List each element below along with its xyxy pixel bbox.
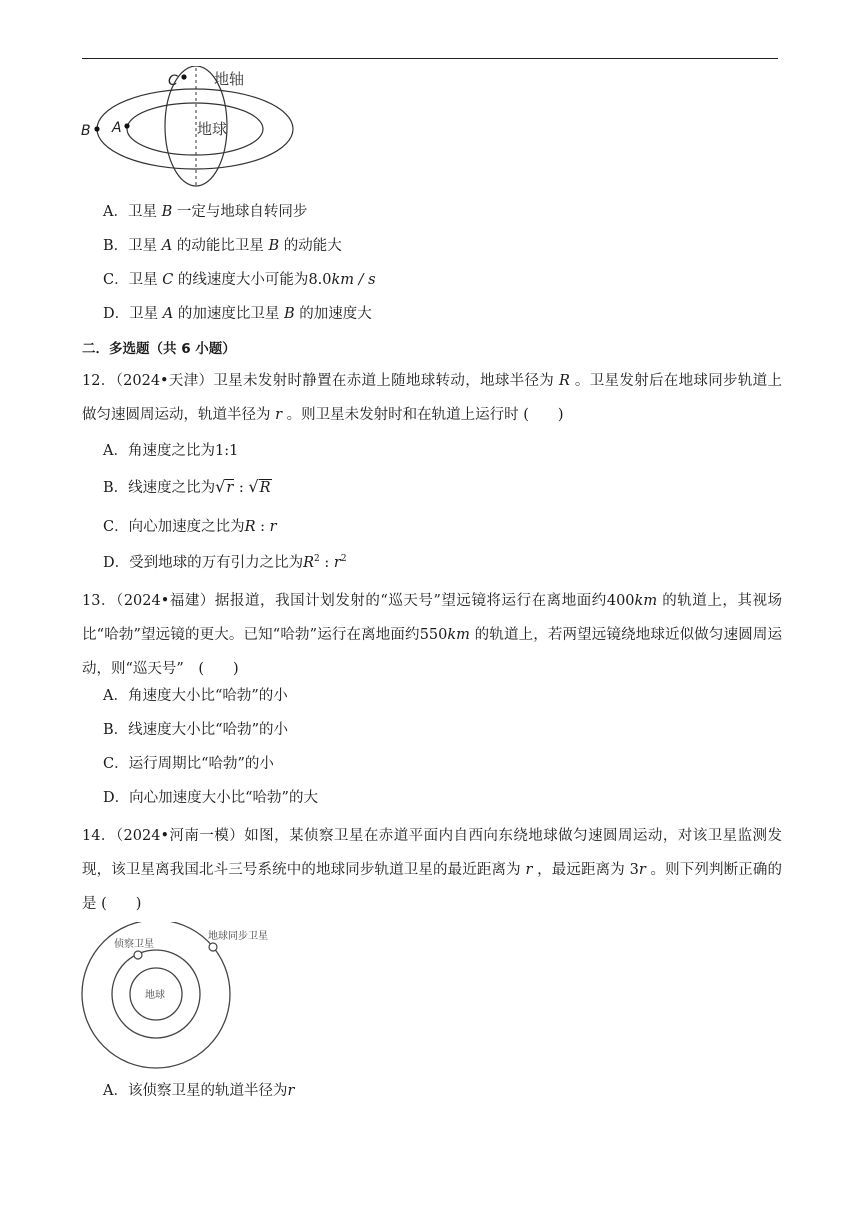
label-c: C bbox=[168, 73, 178, 89]
q11-option-c: C．卫星 C 的线速度大小可能为8.0km / s bbox=[103, 272, 376, 288]
q13-option-d: D．向心加速度大小比“哈勃”的大 bbox=[103, 790, 318, 806]
sqrt-r: √r bbox=[215, 477, 234, 496]
label-a: A bbox=[112, 120, 122, 136]
satellite-b-dot bbox=[94, 126, 99, 131]
section-heading: 二．多选题（共 6 小题） bbox=[82, 341, 236, 357]
label-recon-satellite: 侦察卫星 bbox=[114, 939, 154, 950]
q13-option-a: A．角速度大小比“哈勃”的小 bbox=[103, 688, 288, 704]
q13-option-b: B．线速度大小比“哈勃”的小 bbox=[103, 722, 288, 738]
label-axis: 地轴 bbox=[214, 70, 245, 88]
q11-option-d: D．卫星 A 的加速度比卫星 B 的加速度大 bbox=[103, 306, 372, 322]
recon-satellite-figure bbox=[78, 922, 288, 1070]
recon-satellite-dot bbox=[134, 951, 142, 959]
q12-option-c: C．向心加速度之比为R : r bbox=[103, 519, 277, 535]
satellite-a-dot bbox=[124, 123, 129, 128]
header-rule bbox=[82, 58, 778, 59]
satellite-c-dot bbox=[181, 74, 186, 79]
q11-option-b: B．卫星 A 的动能比卫星 B 的动能大 bbox=[103, 238, 342, 254]
orbit-diagram-figure bbox=[78, 66, 298, 192]
q14-stem: 14．（2024•河南一模）如图，某侦察卫星在赤道平面内自西向东绕地球做匀速圆周运动，对该卫星监测发现，该卫星离我国北斗三号系统中的地球同步轨道卫星的最近距离为 r ，最远距离为 3r 。则下列判断正确的是 ( ) bbox=[82, 828, 783, 912]
sqrt-R: √R bbox=[248, 477, 271, 496]
q13-stem: 13．（2024•福建）据报道，我国计划发射的“巡天号”望远镜将运行在离地面约400km 的轨道上，其视场比“哈勃”望远镜的更大。已知“哈勃”运行在离地面约550km 的轨道上，若两望远镜绕地球近似做匀速圆周运动，则“巡天号” ( ) bbox=[82, 593, 783, 677]
geo-satellite-dot bbox=[209, 943, 217, 951]
q12-option-d: D．受到地球的万有引力之比为$R^2$ : $r^2$ bbox=[103, 554, 347, 571]
label-b: B bbox=[81, 123, 91, 139]
q12-option-b: B．线速度之比为√r : √R bbox=[103, 477, 271, 496]
q14-option-a: A．该侦察卫星的轨道半径为r bbox=[103, 1083, 295, 1099]
q13-option-c: C．运行周期比“哈勃”的小 bbox=[103, 756, 274, 772]
q11-option-a: A．卫星 B 一定与地球自转同步 bbox=[103, 204, 308, 220]
orbit-a-ellipse bbox=[127, 103, 263, 155]
q12-option-a: A．角速度之比为1:1 bbox=[103, 443, 239, 459]
q12-stem: 12．（2024•天津）卫星未发射时静置在赤道上随地球转动，地球半径为 R 。卫星发射后在地球同步轨道上做匀速圆周运动，轨道半径为 r 。则卫星未发射时和在轨道上运行时 ( ) bbox=[82, 373, 782, 423]
label-earth: 地球 bbox=[197, 120, 228, 138]
label-geo-satellite: 地球同步卫星 bbox=[208, 931, 268, 942]
label-earth-small: 地球 bbox=[145, 990, 165, 1001]
